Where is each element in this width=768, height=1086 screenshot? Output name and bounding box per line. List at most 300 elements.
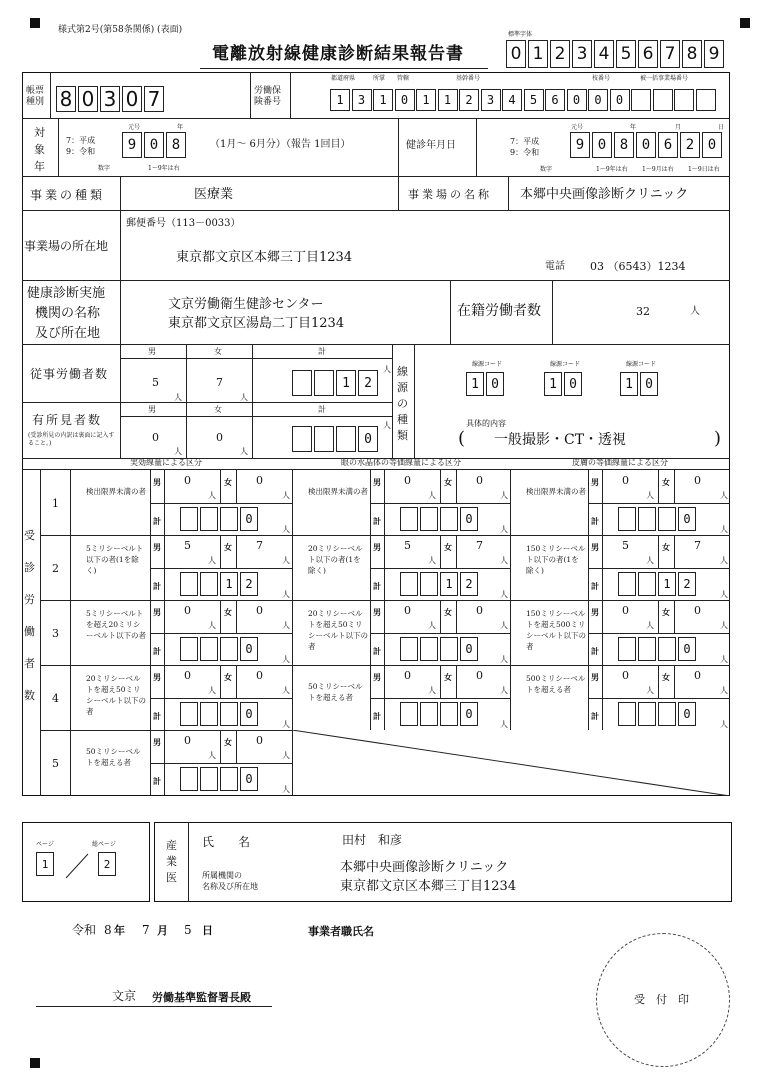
rule <box>658 665 659 698</box>
male-count: 0 <box>622 669 629 682</box>
male-label: 男 <box>591 477 599 487</box>
insurance-digit-box: 1 <box>373 89 393 111</box>
female-count: 0 <box>256 474 263 487</box>
total-digit-box <box>220 637 238 661</box>
rule <box>150 698 292 699</box>
source-code-digit-box: 1 <box>544 372 562 396</box>
findings-female: 0 <box>216 431 223 444</box>
rule <box>398 176 399 210</box>
rule <box>440 600 441 633</box>
label-line: 機関の名称 <box>35 306 101 321</box>
standard-digit-box: 2 <box>550 40 570 68</box>
rule <box>252 344 253 458</box>
total-digit-box <box>440 702 458 726</box>
digit-hint: 1〜9年は右 <box>596 166 628 173</box>
total-digit-box: 0 <box>678 507 696 531</box>
grid-section-title: 実効線量による区分 <box>130 458 202 467</box>
exam-date-digit-box: 8 <box>614 132 634 158</box>
source-code-label: 線源コード <box>550 361 581 368</box>
total-digit-box <box>618 702 636 726</box>
rule <box>414 344 415 458</box>
dose-category-label: 20ミリシーベルトを超え50ミリシーベルト以下の者 <box>86 674 146 716</box>
page-label: ページ <box>36 841 54 848</box>
female-count: 0 <box>694 669 701 682</box>
rule <box>22 280 730 281</box>
unit: 人 <box>720 590 728 599</box>
female-label: 女 <box>662 607 670 617</box>
unit: 人 <box>282 590 290 599</box>
rule <box>220 470 221 503</box>
male-label: 男 <box>591 607 599 617</box>
rule <box>552 280 553 344</box>
era-option: 7：平成 <box>66 136 96 145</box>
grid-row-number: 2 <box>52 562 59 575</box>
rule <box>236 665 237 698</box>
dose-category-label: 検出限界未満の者 <box>86 487 146 496</box>
rule <box>150 568 292 569</box>
insurance-digit-box <box>653 89 673 111</box>
industrial-physician-label: 産業医 <box>166 839 177 884</box>
unit: 人 <box>383 365 391 374</box>
female-count: 0 <box>476 604 483 617</box>
rule <box>22 344 730 345</box>
rule <box>292 600 293 665</box>
female-label: 女 <box>444 477 452 487</box>
total-digit-box <box>638 702 656 726</box>
source-code-digit-box: 1 <box>620 372 638 396</box>
page-number: 1 <box>36 852 54 876</box>
rule <box>290 72 291 118</box>
source-detail: 一般撮影・CT・透視 <box>494 432 627 448</box>
total-digit-box <box>440 637 458 661</box>
business-type-label: 事業の種類 <box>30 188 106 202</box>
rule <box>510 665 511 730</box>
total-digit-box <box>638 637 656 661</box>
dose-category-label: 20ミリシーベルトを超え50ミリシーベルト以下の者 <box>308 609 368 651</box>
examined-workers-label: 受診労働者数 <box>24 529 35 702</box>
exam-date-digit-box: 0 <box>702 132 722 158</box>
total-digit-box <box>618 637 636 661</box>
total-digit-box: 0 <box>240 702 258 726</box>
rule <box>658 600 659 633</box>
institution-name: 文京労働衛生健診センター <box>168 297 324 312</box>
total-header: 計 <box>318 405 326 414</box>
rule <box>674 600 675 633</box>
insurance-digit-box: 1 <box>330 89 350 111</box>
postal-code: 郵便番号（113－0033） <box>126 218 241 229</box>
employer-label: 事業者職氏名 <box>308 925 374 938</box>
physician-name: 田村 和彦 <box>342 833 403 847</box>
male-label: 男 <box>153 542 161 552</box>
total-digit-box <box>200 767 218 791</box>
male-count: 5 <box>404 539 411 552</box>
insurance-digit-box: 0 <box>395 89 415 111</box>
unit: 人 <box>720 720 728 729</box>
year-digit-box: 9 <box>122 132 142 158</box>
female-label: 女 <box>662 477 670 487</box>
male-label: 男 <box>373 607 381 617</box>
total-label: 計 <box>153 580 161 591</box>
total-digit-box: 0 <box>240 507 258 531</box>
rule <box>150 633 292 634</box>
label-line: 健康診断実施 <box>27 286 106 301</box>
business-type-value: 医療業 <box>194 187 234 202</box>
insurance-digit-box: 0 <box>610 89 630 111</box>
female-count: 0 <box>694 604 701 617</box>
title-underline <box>200 68 488 69</box>
total-digit-box: 2 <box>678 572 696 596</box>
ledger-digit-box: 0 <box>78 86 98 112</box>
dose-category-label: 20ミリシーベルト以下の者(1を除く) <box>308 544 363 575</box>
year-digit-box: 0 <box>144 132 164 158</box>
rule <box>370 568 510 569</box>
rule <box>120 280 121 344</box>
insurance-digit-box: 2 <box>459 89 479 111</box>
radiation-source-label: 線源の種類 <box>397 365 408 442</box>
total-digit-box <box>658 637 676 661</box>
unit: 人 <box>282 525 290 534</box>
rule <box>220 730 221 763</box>
person-unit: 人 <box>690 306 700 317</box>
registration-mark <box>740 18 750 28</box>
female-count: 7 <box>476 539 483 552</box>
physician-institution: 本郷中央画像診断クリニック <box>340 860 509 875</box>
female-label: 女 <box>224 542 232 552</box>
unit: 人 <box>500 491 508 500</box>
male-label: 男 <box>153 672 161 682</box>
male-count: 0 <box>622 474 629 487</box>
label-line: 所属機関の <box>202 871 242 880</box>
rule <box>36 1006 272 1007</box>
total-digit-box <box>420 637 438 661</box>
dose-category-label: 500ミリシーベルトを超える者 <box>526 674 586 694</box>
employees-total-digit-box <box>314 370 334 396</box>
total-label: 計 <box>153 515 161 526</box>
rule <box>22 469 730 470</box>
standard-char-label: 標準字体 <box>508 31 533 38</box>
rule <box>40 600 730 601</box>
total-digit-box: 0 <box>240 637 258 661</box>
paren-open: ( <box>458 428 466 449</box>
female-count: 7 <box>256 539 263 552</box>
source-code-digit-box: 1 <box>466 372 484 396</box>
total-digit-box <box>658 702 676 726</box>
dose-category-label: 5ミリシーベルトを超え20ミリシーベルト以下の者 <box>86 609 146 640</box>
total-digit-box: 0 <box>240 767 258 791</box>
unit: 人 <box>208 686 216 695</box>
unit: 人 <box>720 491 728 500</box>
male-count: 0 <box>184 734 191 747</box>
total-digit-box <box>180 767 198 791</box>
dose-category-label: 150ミリシーベルトを超え500ミリシーベルト以下の者 <box>526 609 586 651</box>
office-place: 文京 <box>112 989 137 1003</box>
unit: 人 <box>500 655 508 664</box>
unit: 人 <box>500 720 508 729</box>
employees-total-digit-box <box>292 370 312 396</box>
unit: 人 <box>646 556 654 565</box>
exam-date-sublabel: 元号 <box>571 124 584 131</box>
report-period: （1月〜 6月分）（報告 1回目） <box>210 139 351 150</box>
insurance-digit-box: 6 <box>545 89 565 111</box>
total-digit-box: 0 <box>678 637 696 661</box>
rule <box>392 344 393 458</box>
rule <box>186 344 187 458</box>
insurance-digit-box: 0 <box>567 89 587 111</box>
insurance-digit-box: 1 <box>438 89 458 111</box>
standard-digit-box: 7 <box>660 40 680 68</box>
date-month: 7 <box>142 923 150 937</box>
female-count: 0 <box>256 604 263 617</box>
enrolled-workers-value: 32 <box>636 305 650 318</box>
standard-digit-box: 0 <box>506 40 526 68</box>
total-digit-box: 0 <box>460 507 478 531</box>
rule <box>456 470 457 503</box>
rule <box>370 633 510 634</box>
digit-hint: 1〜9年は右 <box>148 165 180 172</box>
rule <box>150 503 292 504</box>
office-label: 労働基準監督署長殿 <box>152 991 251 1004</box>
insurance-col-label: 被一括事業場番号 <box>640 75 689 82</box>
exam-date-sublabel: 年 <box>630 124 637 131</box>
female-count: 7 <box>694 539 701 552</box>
empty-cell-diagonal <box>292 730 730 796</box>
total-digit-box <box>420 702 438 726</box>
female-header: 女 <box>214 347 222 356</box>
rule <box>22 118 730 119</box>
unit: 人 <box>174 447 182 456</box>
male-count: 0 <box>404 669 411 682</box>
findings-note: (受診所見の内訳は裏面に記入すること。) <box>28 432 115 447</box>
total-digit-box <box>618 572 636 596</box>
rule <box>120 358 392 359</box>
detail-label: 具体的内容 <box>466 419 506 428</box>
phone-number: 03 （6543）1234 <box>590 260 686 273</box>
paren-close: ) <box>714 428 722 449</box>
grid-row-number: 3 <box>52 627 59 640</box>
site-name-value: 本郷中央画像診断クリニック <box>520 187 689 202</box>
total-label: 計 <box>591 515 599 526</box>
day-char: 日 <box>202 924 213 937</box>
male-header: 男 <box>148 405 156 414</box>
total-digit-box <box>180 637 198 661</box>
insurance-digit-box: 3 <box>481 89 501 111</box>
standard-digit-box: 6 <box>638 40 658 68</box>
total-digit-box <box>220 702 238 726</box>
rule <box>250 72 251 118</box>
registration-mark <box>30 1058 40 1068</box>
insurance-digit-box: 4 <box>502 89 522 111</box>
female-count: 0 <box>256 669 263 682</box>
total-label: 計 <box>591 710 599 721</box>
digit-hint: 1〜9月は右 <box>642 166 674 173</box>
male-label: 男 <box>373 542 381 552</box>
total-label: 計 <box>373 645 381 656</box>
unit: 人 <box>720 525 728 534</box>
unit: 人 <box>500 525 508 534</box>
employees-male: 5 <box>152 376 159 389</box>
total-digit-box <box>638 507 656 531</box>
rule <box>508 176 509 210</box>
male-count: 0 <box>184 474 191 487</box>
total-digit-box <box>200 637 218 661</box>
unit: 人 <box>646 621 654 630</box>
rule <box>370 698 510 699</box>
unit: 人 <box>208 556 216 565</box>
total-digit-box <box>658 507 676 531</box>
rule <box>674 535 675 568</box>
insurance-digit-box: 1 <box>416 89 436 111</box>
unit: 人 <box>646 686 654 695</box>
rule <box>674 665 675 698</box>
male-count: 0 <box>184 669 191 682</box>
unit: 人 <box>428 556 436 565</box>
unit: 人 <box>208 751 216 760</box>
label-line: 名称及び所在地 <box>202 882 258 891</box>
era-option: 9：令和 <box>510 148 540 157</box>
total-digit-box: 1 <box>658 572 676 596</box>
rule <box>510 535 511 600</box>
rule <box>40 665 730 666</box>
rule <box>588 568 730 569</box>
total-label: 計 <box>153 710 161 721</box>
era-sublabel: 元号 <box>128 124 141 131</box>
total-digit-box <box>440 507 458 531</box>
digit-hint: 数字 <box>540 166 553 173</box>
female-label: 女 <box>224 672 232 682</box>
insurance-digit-box <box>674 89 694 111</box>
unit: 人 <box>428 686 436 695</box>
total-digit-box <box>420 572 438 596</box>
standard-digit-box: 4 <box>594 40 614 68</box>
findings-total-digit-box: 0 <box>358 426 378 452</box>
slash-divider <box>62 852 92 880</box>
total-digit-box <box>420 507 438 531</box>
year-sublabel: 年 <box>177 124 184 131</box>
era-option: 9：令和 <box>66 147 96 156</box>
unit: 人 <box>282 751 290 760</box>
unit: 人 <box>282 556 290 565</box>
ledger-digit-box: 3 <box>100 86 120 112</box>
total-digit-box: 0 <box>460 637 478 661</box>
insurance-col-label: 管轄 <box>397 75 410 82</box>
rule <box>22 210 730 211</box>
rule <box>456 600 457 633</box>
male-count: 0 <box>404 474 411 487</box>
rule <box>292 665 293 730</box>
total-digit-box <box>220 767 238 791</box>
phone-label: 電話 <box>545 261 565 272</box>
rule <box>588 698 730 699</box>
total-label: 計 <box>373 710 381 721</box>
rule <box>220 665 221 698</box>
ledger-type-label: 帳票種別 <box>26 86 45 107</box>
rule <box>292 730 293 795</box>
total-digit-box <box>200 572 218 596</box>
institution-address: 東京都文京区湯島二丁目1234 <box>168 316 345 331</box>
rule <box>120 176 121 210</box>
employees-total-digit-box: 2 <box>358 370 378 396</box>
unit: 人 <box>428 621 436 630</box>
total-label: 計 <box>373 580 381 591</box>
female-label: 女 <box>224 607 232 617</box>
rule <box>440 470 441 503</box>
unit: 人 <box>282 686 290 695</box>
dose-category-label: 150ミリシーベルト以下の者(1を除く) <box>526 544 586 575</box>
findings-total-digit-box <box>336 426 356 452</box>
employees-label: 従事労働者数 <box>30 367 109 381</box>
rule <box>674 470 675 503</box>
total-digit-box <box>400 507 418 531</box>
total-digit-box <box>180 507 198 531</box>
grid-row-number: 5 <box>52 757 59 770</box>
rule <box>510 600 511 665</box>
source-code-digit-box: 0 <box>564 372 582 396</box>
total-digit-box: 2 <box>460 572 478 596</box>
unit: 人 <box>646 491 654 500</box>
employees-female: 7 <box>216 376 223 389</box>
form-number: 様式第2号(第58条関係) (表面) <box>58 25 183 35</box>
female-count: 0 <box>476 474 483 487</box>
total-label: 計 <box>153 645 161 656</box>
total-digit-box: 0 <box>678 702 696 726</box>
rule <box>22 402 392 403</box>
ledger-digit-box: 0 <box>122 86 142 112</box>
rule <box>658 535 659 568</box>
total-digit-box <box>400 702 418 726</box>
exam-date-digit-box: 0 <box>636 132 656 158</box>
grid-row-number: 1 <box>52 497 59 510</box>
total-digit-box <box>200 507 218 531</box>
dose-category-label: 50ミリシーベルトを超える者 <box>86 747 141 767</box>
site-name-label: 事業場の名称 <box>408 188 492 201</box>
rule <box>40 730 292 731</box>
dose-category-label: 50ミリシーベルトを超える者 <box>308 682 363 702</box>
male-label: 男 <box>153 607 161 617</box>
date-year: 8 <box>104 923 112 937</box>
total-digit-box <box>180 702 198 726</box>
insurance-digit-box: 3 <box>352 89 372 111</box>
findings-total-digit-box <box>292 426 312 452</box>
affiliation-label <box>202 870 258 892</box>
source-code-digit-box: 0 <box>640 372 658 396</box>
male-count: 0 <box>404 604 411 617</box>
rule <box>22 176 730 177</box>
year-digit-box: 8 <box>166 132 186 158</box>
exam-date-digit-box: 0 <box>592 132 612 158</box>
rule <box>370 503 510 504</box>
rule <box>58 118 59 176</box>
unit: 人 <box>500 590 508 599</box>
male-count: 5 <box>184 539 191 552</box>
enrolled-workers-label: 在籍労働者数 <box>457 303 541 319</box>
unit: 人 <box>240 447 248 456</box>
male-count: 0 <box>184 604 191 617</box>
unit: 人 <box>720 556 728 565</box>
male-label: 男 <box>373 477 381 487</box>
total-label: 計 <box>591 580 599 591</box>
female-label: 女 <box>224 737 232 747</box>
rule <box>236 600 237 633</box>
standard-digit-box: 3 <box>572 40 592 68</box>
rule <box>440 665 441 698</box>
rule <box>456 535 457 568</box>
month-char: 月 <box>157 924 168 937</box>
total-label: 計 <box>591 645 599 656</box>
female-label: 女 <box>444 607 452 617</box>
insurance-digit-box <box>631 89 651 111</box>
rule <box>450 280 451 344</box>
rule <box>292 535 293 600</box>
